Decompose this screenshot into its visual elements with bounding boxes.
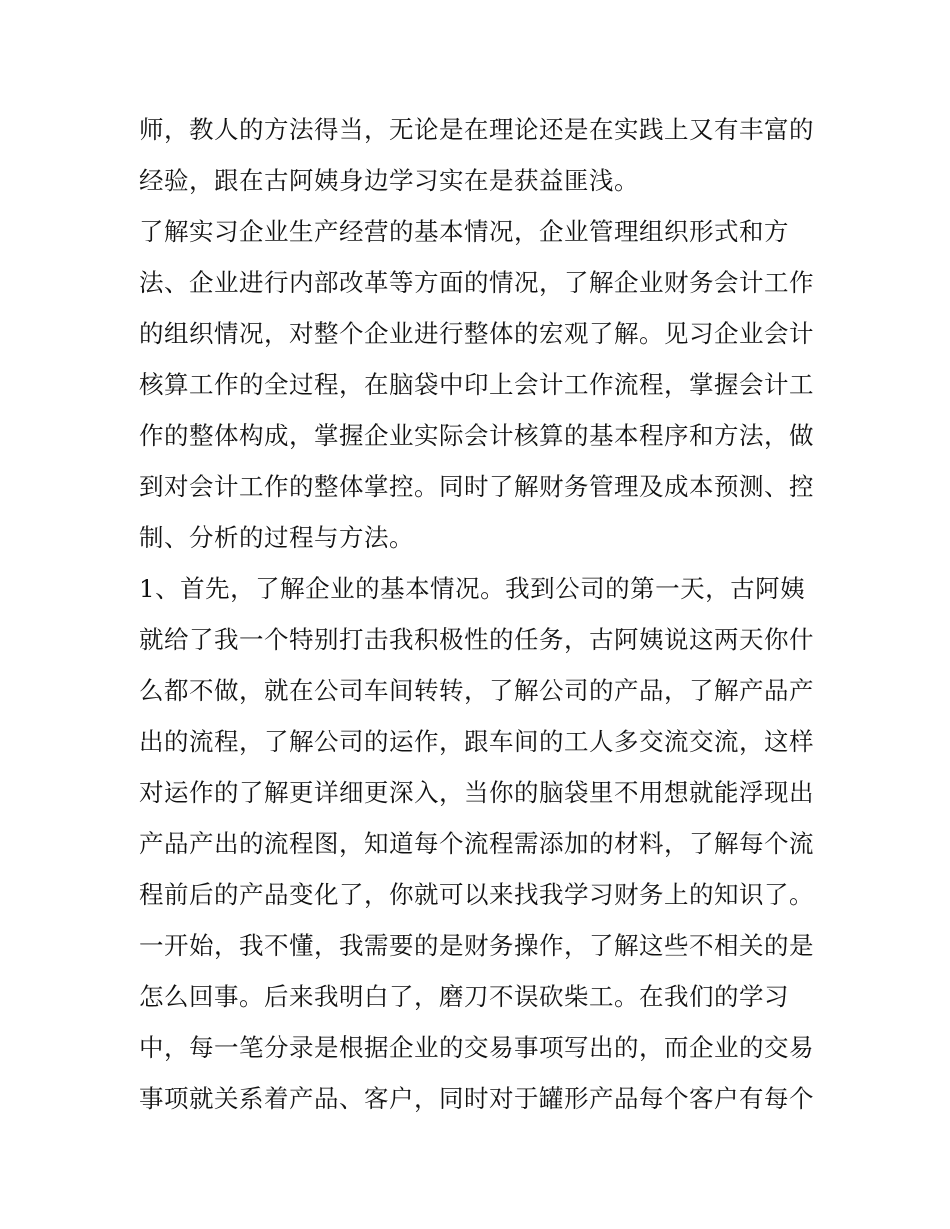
text-line: 的组织情况，对整个企业进行整体的宏观了解。见习企业会计 [139,319,814,348]
text-line: 程前后的产品变化了，你就可以来找我学习财务上的知识了。 [139,880,814,909]
body-text [139,104,819,1124]
text-line: 师，教人的方法得当，无论是在理论还是在实践上又有丰富的 [139,115,814,144]
text-line: 就给了我一个特别打击我积极性的任务，古阿姨说这两天你什 [139,625,814,654]
text-line: 么都不做，就在公司车间转转，了解公司的产品，了解产品产 [139,676,814,705]
text-line: 制、分析的过程与方法。 [139,523,414,552]
text-line: 经验，跟在古阿姨身边学习实在是获益匪浅。 [139,166,639,195]
text-line: 对运作的了解更详细更深入，当你的脑袋里不用想就能浮现出 [139,778,814,807]
text-line: 核算工作的全过程，在脑袋中印上会计工作流程，掌握会计工 [139,370,814,399]
text-line: 1、首先，了解企业的基本情况。我到公司的第一天，古阿姨 [139,574,806,603]
text-line: 出的流程，了解公司的运作，跟车间的工人多交流交流，这样 [139,727,814,756]
text-line: 一开始，我不懂，我需要的是财务操作，了解这些不相关的是 [139,931,814,960]
text-line: 怎么回事。后来我明白了，磨刀不误砍柴工。在我们的学习 [139,982,789,1011]
text-line: 事项就关系着产品、客户，同时对于罐形产品每个客户有每个 [139,1084,814,1113]
text-line: 产品产出的流程图，知道每个流程需添加的材料，了解每个流 [139,829,814,858]
text-line: 中，每一笔分录是根据企业的交易事项写出的，而企业的交易 [139,1033,814,1062]
text-line: 法、企业进行内部改革等方面的情况，了解企业财务会计工作 [139,268,814,297]
text-line: 作的整体构成，掌握企业实际会计核算的基本程序和方法，做 [139,421,814,450]
text-line: 了解实习企业生产经营的基本情况，企业管理组织形式和方 [139,217,789,246]
text-line: 到对会计工作的整体掌控。同时了解财务管理及成本预测、控 [139,472,814,501]
